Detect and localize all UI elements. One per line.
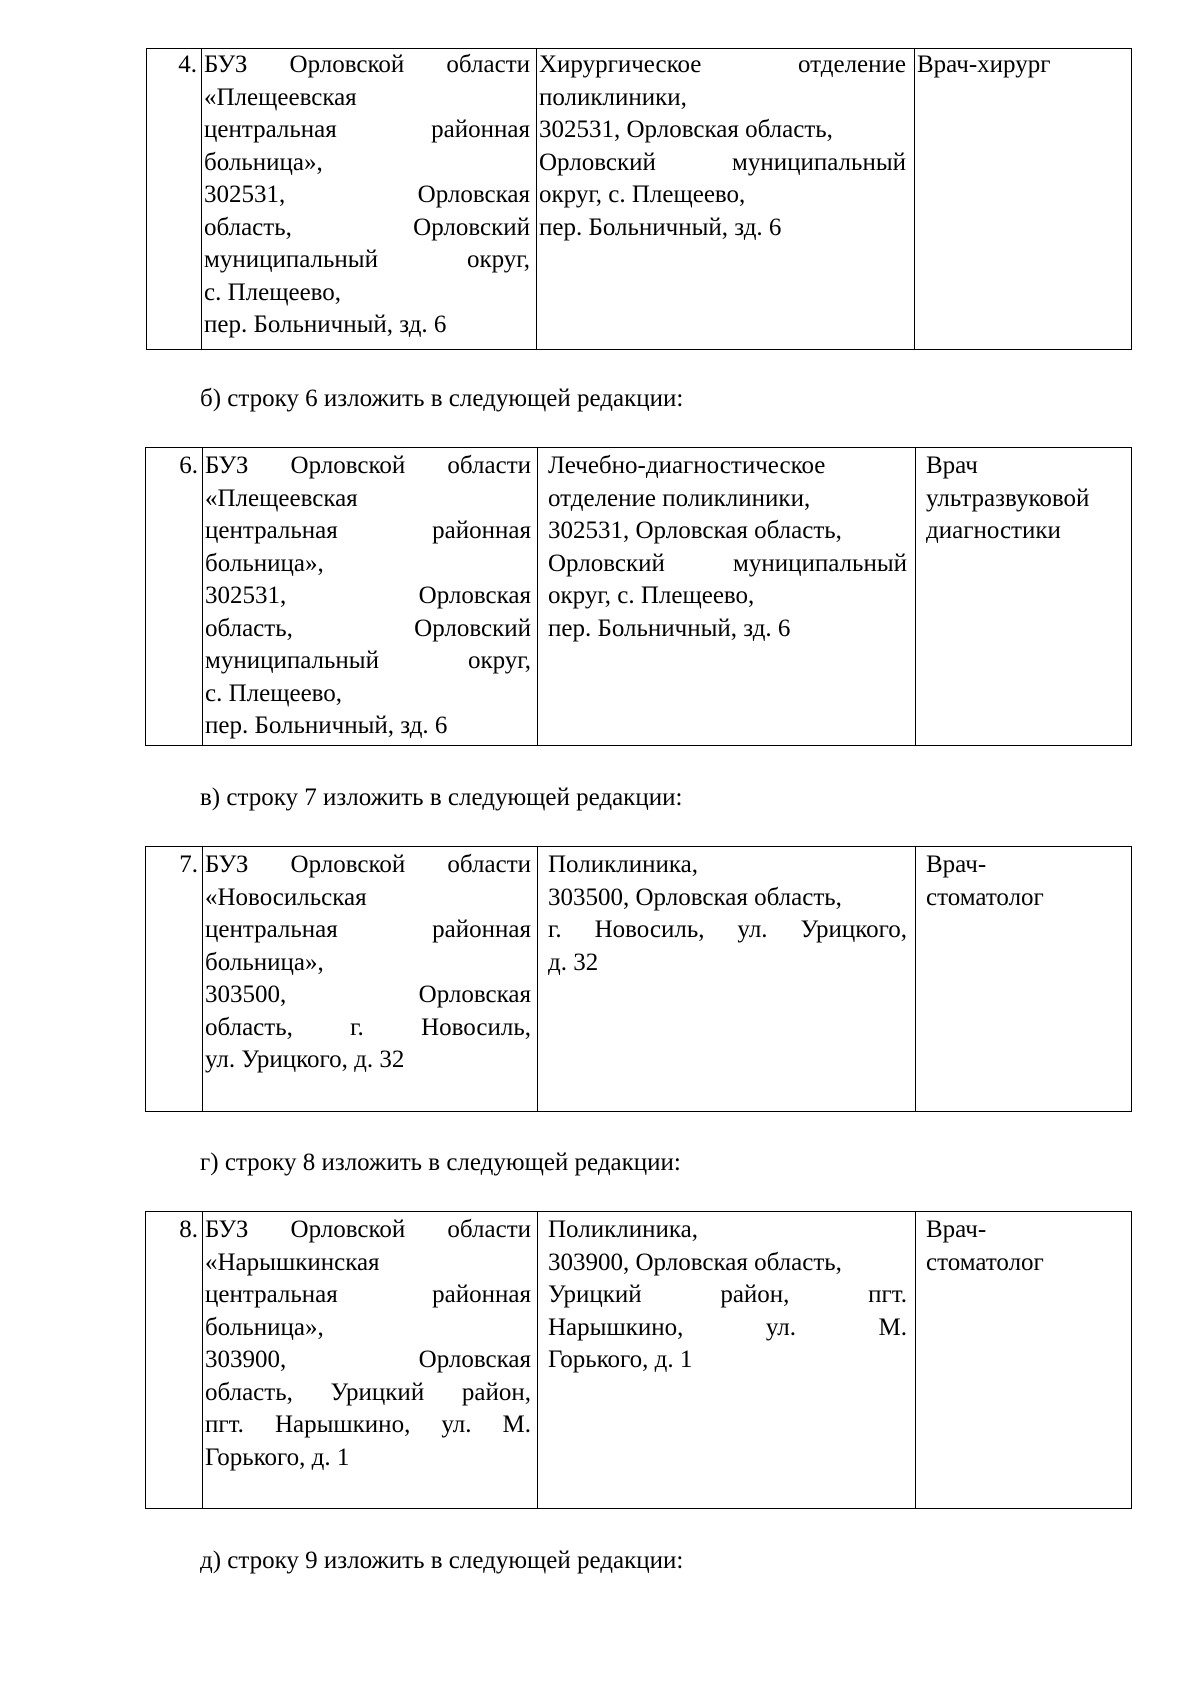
position-line: Врач xyxy=(926,452,978,479)
table-row-8 xyxy=(145,1211,1132,1509)
institution-line: пгт. Нарышкино, ул. М. xyxy=(205,1411,531,1438)
department-line: г. Новосиль, ул. Урицкого, xyxy=(548,916,907,943)
caption-row-6: б) строку 6 изложить в следующей редакции: xyxy=(200,385,684,412)
institution-line: 302531, Орловская xyxy=(205,582,531,609)
institution-line: БУЗ Орловской области xyxy=(205,1216,531,1243)
caption-row-8: г) строку 8 изложить в следующей редакции: xyxy=(200,1149,681,1176)
table-row-7 xyxy=(145,846,1132,1112)
department-line: Поликлиника, xyxy=(548,1216,698,1243)
institution-line: «Плещеевская xyxy=(204,83,357,111)
department-line: 303900, Орловская область, xyxy=(548,1248,842,1276)
position-line: Врач- xyxy=(926,851,987,878)
position-line: диагностики xyxy=(926,517,1061,544)
position-cell xyxy=(916,1212,1132,1509)
caption-row-9: д) строку 9 изложить в следующей редакции: xyxy=(200,1547,684,1574)
institution-line: муниципальный округ, xyxy=(204,246,530,273)
institution-line: центральная районная xyxy=(205,517,531,544)
department-line: округ, с. Плещеево, xyxy=(548,582,755,609)
department-line: Лечебно-диагностическое xyxy=(548,452,826,479)
department-line: 302531, Орловская область, xyxy=(548,517,842,544)
department-line: д. 32 xyxy=(548,948,599,976)
department-line: 303500, Орловская область, xyxy=(548,883,842,911)
department-line: Поликлиника, xyxy=(548,851,698,878)
institution-line: 302531, Орловская xyxy=(204,181,530,208)
institution-line: центральная районная xyxy=(205,1281,531,1308)
position-cell xyxy=(916,448,1132,746)
position-line: стоматолог xyxy=(926,883,1044,911)
row-number: 6. xyxy=(146,448,203,746)
institution-line: больница», xyxy=(204,148,323,176)
position-line: Врач-хирург xyxy=(917,51,1051,78)
department-line: Нарышкино, ул. М. xyxy=(548,1313,907,1341)
institution-line: БУЗ Орловской области xyxy=(204,51,530,78)
caption-row-7: в) строку 7 изложить в следующей редакции: xyxy=(200,784,683,811)
department-cell xyxy=(538,448,916,746)
department-line: пер. Больничный, зд. 6 xyxy=(548,614,791,642)
institution-line: «Нарышкинская xyxy=(205,1248,380,1276)
institution-line: муниципальный округ, xyxy=(205,647,531,674)
institution-cell xyxy=(203,847,538,1112)
institution-line: с. Плещеево, xyxy=(205,679,343,707)
department-line: пер. Больничный, зд. 6 xyxy=(539,213,782,241)
institution-line: с. Плещеево, xyxy=(204,278,342,306)
row-number: 4. xyxy=(147,49,202,350)
department-line: Хирургическое отделение xyxy=(539,51,906,78)
institution-line: больница», xyxy=(205,948,324,976)
position-line: стоматолог xyxy=(926,1248,1044,1276)
institution-line: ул. Урицкого, д. 32 xyxy=(205,1046,405,1073)
row-number: 8. xyxy=(146,1212,203,1509)
institution-line: центральная районная xyxy=(205,916,531,943)
department-cell xyxy=(538,847,916,1112)
department-cell xyxy=(538,1212,916,1509)
institution-line: пер. Больничный, зд. 6 xyxy=(204,311,447,338)
position-cell xyxy=(916,847,1132,1112)
department-line: поликлиники, xyxy=(539,83,687,111)
position-cell xyxy=(915,49,1132,350)
department-line: Орловский муниципальный xyxy=(548,549,907,577)
department-cell xyxy=(537,49,915,350)
institution-line: БУЗ Орловской области xyxy=(205,851,531,878)
table-row-4 xyxy=(146,48,1132,350)
institution-line: область, Орловский xyxy=(205,614,531,642)
institution-line: БУЗ Орловской области xyxy=(205,452,531,479)
position-line: Врач- xyxy=(926,1216,987,1243)
institution-cell xyxy=(203,1212,538,1509)
institution-line: 303500, Орловская xyxy=(205,981,531,1008)
table-row-6 xyxy=(145,447,1132,746)
institution-line: область, Урицкий район, xyxy=(205,1378,531,1406)
institution-line: центральная районная xyxy=(204,116,530,143)
institution-cell xyxy=(202,49,537,350)
department-line: 302531, Орловская область, xyxy=(539,116,833,143)
institution-line: пер. Больничный, зд. 6 xyxy=(205,712,448,739)
department-line: Урицкий район, пгт. xyxy=(548,1281,907,1308)
row-number: 7. xyxy=(146,847,203,1112)
position-line: ультразвуковой xyxy=(926,484,1090,512)
institution-line: больница», xyxy=(205,549,324,577)
institution-line: больница», xyxy=(205,1313,324,1341)
department-line: округ, с. Плещеево, xyxy=(539,181,746,208)
institution-line: 303900, Орловская xyxy=(205,1346,531,1373)
institution-line: «Плещеевская xyxy=(205,484,358,512)
institution-cell xyxy=(203,448,538,746)
institution-line: Горького, д. 1 xyxy=(205,1443,350,1471)
department-line: Горького, д. 1 xyxy=(548,1346,693,1373)
department-line: Орловский муниципальный xyxy=(539,148,906,176)
department-line: отделение поликлиники, xyxy=(548,484,811,512)
institution-line: область, Орловский xyxy=(204,213,530,241)
institution-line: «Новосильская xyxy=(205,883,367,911)
institution-line: область, г. Новосиль, xyxy=(205,1013,531,1041)
